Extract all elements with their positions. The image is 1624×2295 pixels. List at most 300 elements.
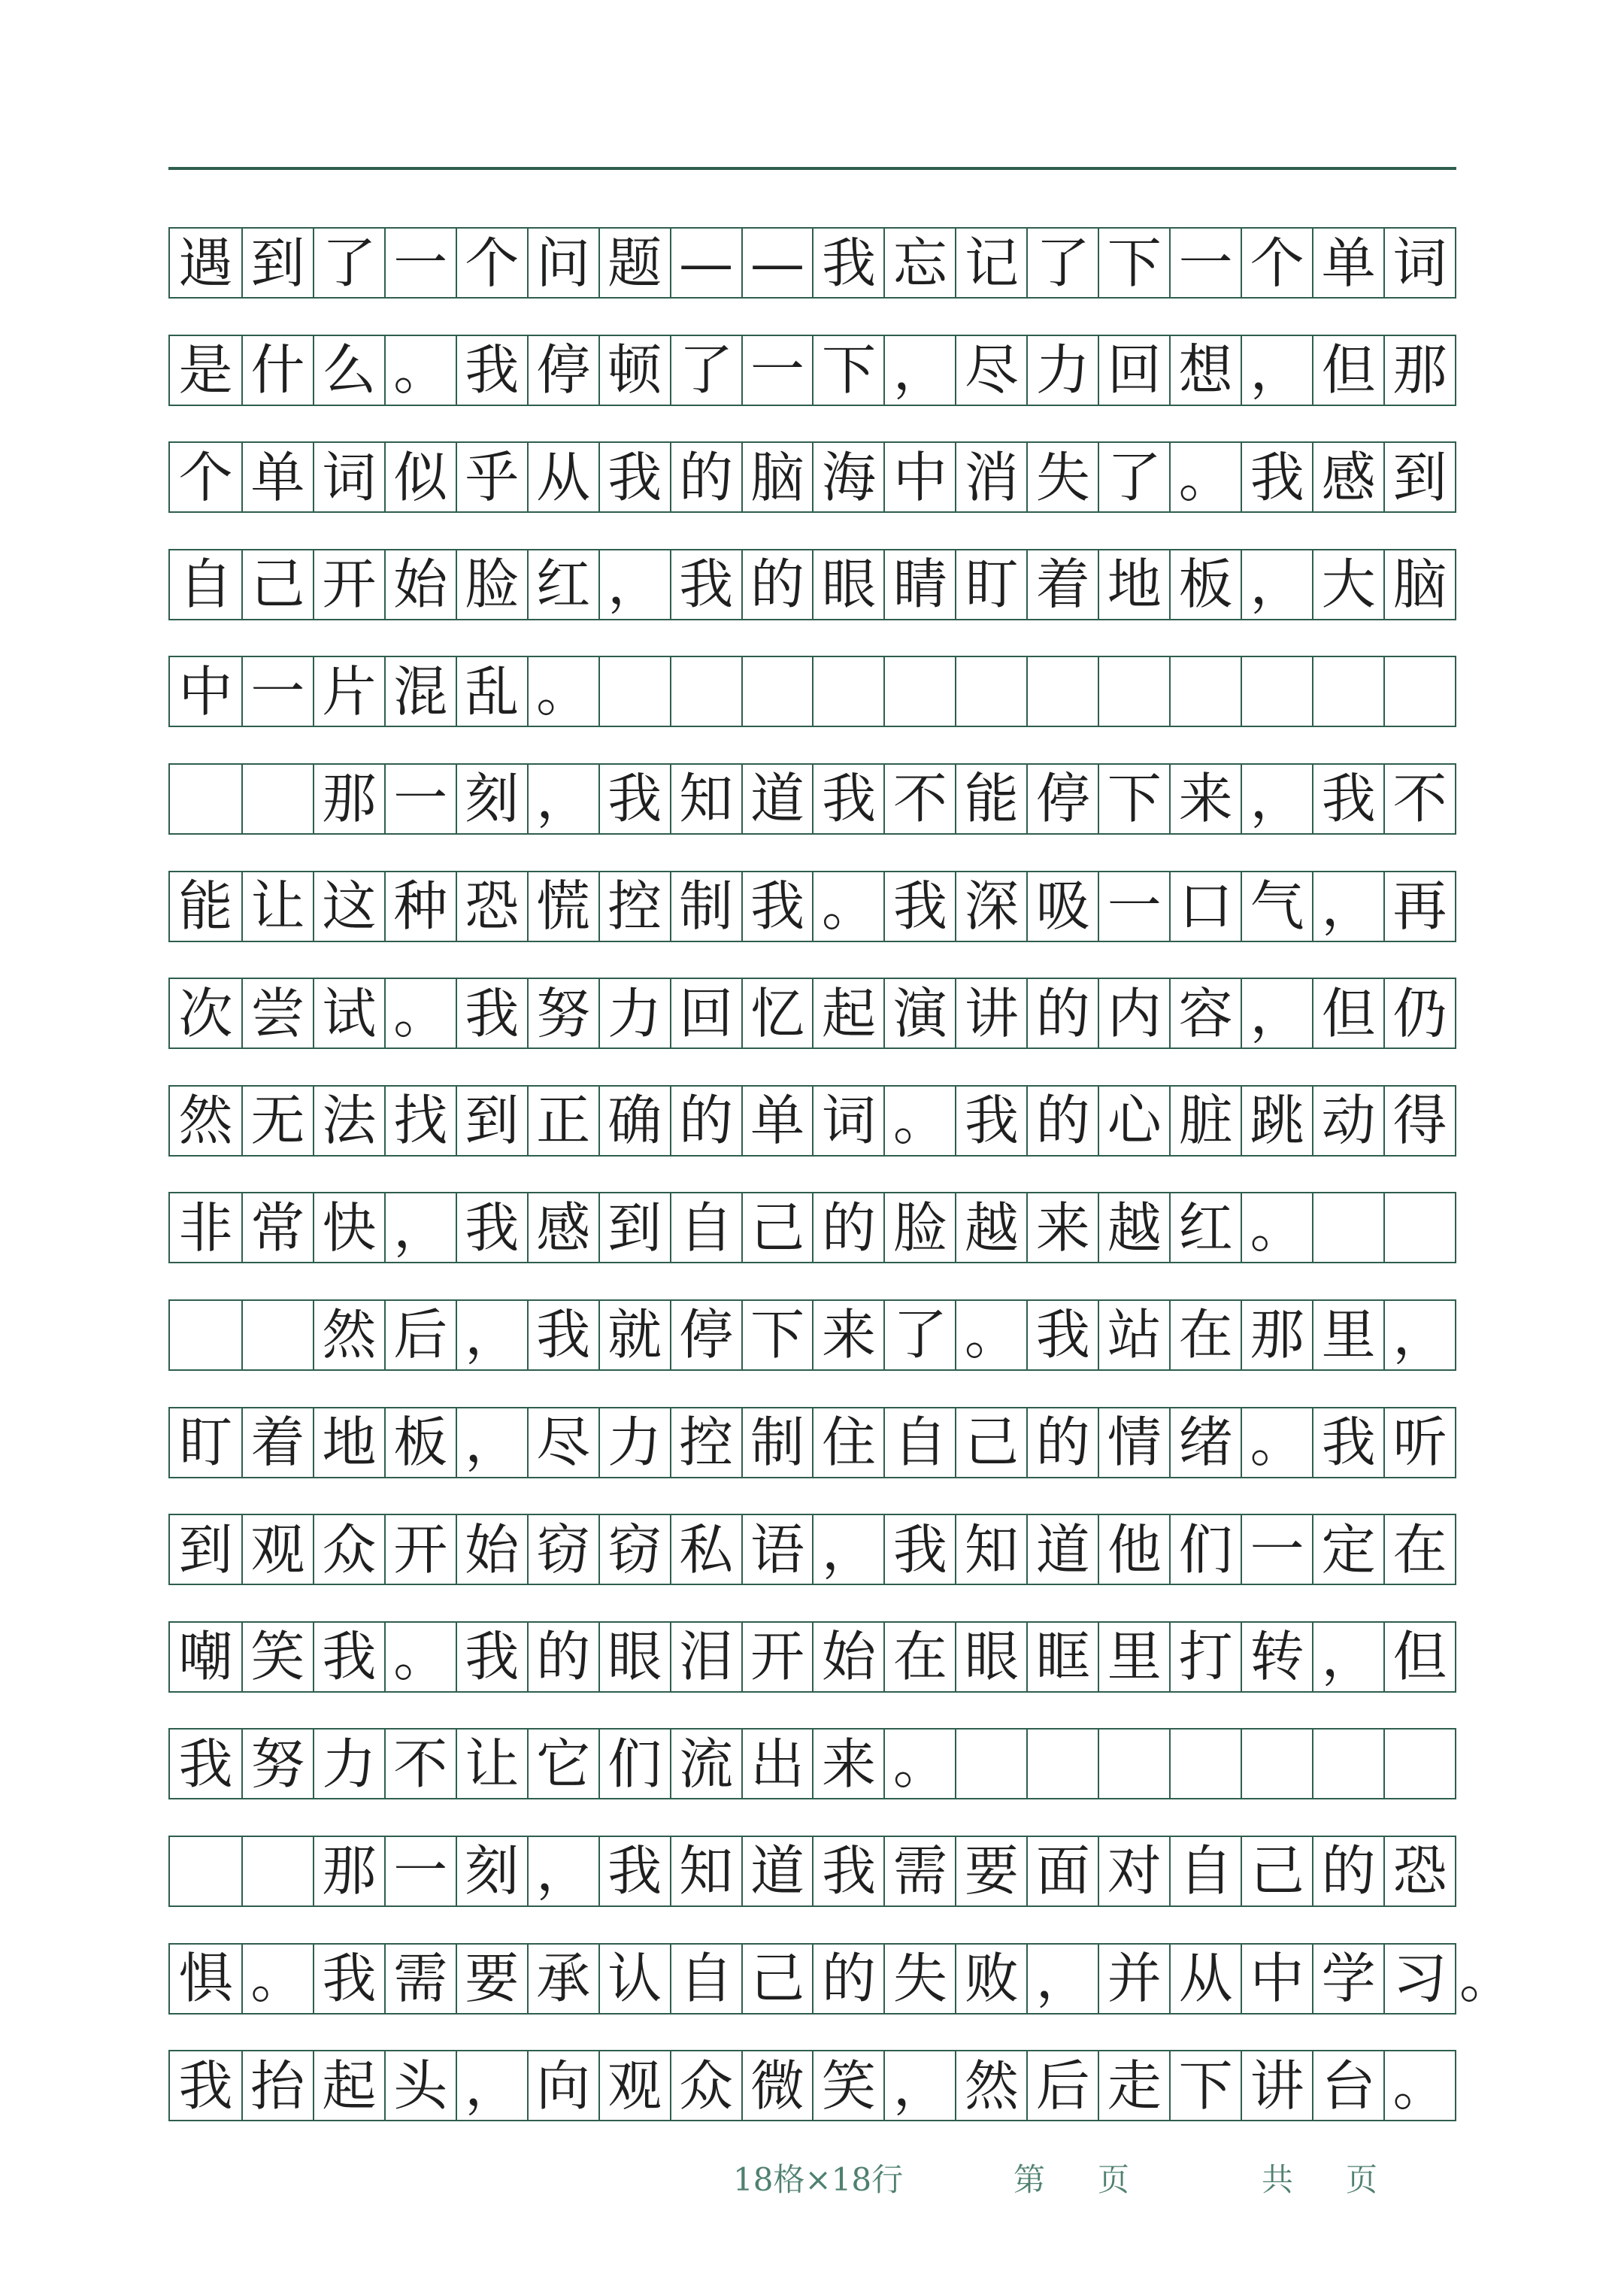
character-cell: 似 <box>384 443 456 511</box>
character-cell: 面 <box>1026 1837 1098 1905</box>
punctuation-cell: ， <box>1383 1301 1455 1369</box>
punctuation-cell: ， <box>456 1301 527 1369</box>
character-cell: 己 <box>955 1408 1026 1477</box>
character-cell: 内 <box>1098 979 1169 1047</box>
character-cell: 的 <box>1312 1837 1383 1905</box>
character-cell: 脸 <box>456 550 527 619</box>
character-cell: 眼 <box>598 1623 670 1691</box>
grid-row <box>168 656 1456 727</box>
character-cell: 动 <box>1312 1087 1383 1155</box>
character-cell: 让 <box>241 872 313 941</box>
character-cell: 一 <box>384 765 456 833</box>
punctuation-cell: 。 <box>955 1301 1026 1369</box>
character-cell: 下 <box>1098 765 1169 833</box>
character-cell: 走 <box>1098 2051 1169 2120</box>
character-cell: 力 <box>1026 336 1098 405</box>
character-cell: 力 <box>598 979 670 1047</box>
punctuation-cell: ， <box>812 1515 883 1584</box>
character-cell: 忆 <box>741 979 813 1047</box>
character-cell: 来 <box>812 1301 883 1369</box>
page-number-prefix: 第 <box>1013 2161 1046 2198</box>
character-cell: 住 <box>812 1408 883 1477</box>
character-cell: 制 <box>670 872 741 941</box>
character-cell: 起 <box>313 2051 384 2120</box>
character-cell: 词 <box>1383 229 1455 297</box>
character-cell: 中 <box>178 659 233 723</box>
header-rule <box>168 167 1456 170</box>
character-cell: 的 <box>670 443 741 511</box>
character-cell: 后 <box>384 1301 456 1369</box>
character-cell: 单 <box>241 443 313 511</box>
character-cell: 我 <box>456 979 527 1047</box>
grid-row <box>168 1943 1514 2015</box>
character-cell: 了 <box>670 336 741 405</box>
character-cell: 窃 <box>598 1515 670 1584</box>
character-cell: 流 <box>670 1730 741 1798</box>
character-cell: 回 <box>670 979 741 1047</box>
character-cell: 失 <box>1026 443 1098 511</box>
character-cell: 停 <box>1026 765 1098 833</box>
character-cell: 脏 <box>1169 1087 1241 1155</box>
character-cell: 泪 <box>670 1623 741 1691</box>
trailing-punctuation: 。 <box>1459 1947 1514 2010</box>
character-cell: 问 <box>527 229 598 297</box>
character-cell: 的 <box>1026 979 1098 1047</box>
grid-row <box>168 1621 1456 1693</box>
character-cell: 从 <box>1169 1945 1241 2013</box>
punctuation-cell: ， <box>598 550 670 619</box>
character-cell: 中 <box>883 443 955 511</box>
character-cell: 自 <box>1169 1837 1241 1905</box>
character-cell: 容 <box>1169 979 1241 1047</box>
empty-grid-cell <box>1383 1193 1455 1262</box>
character-cell: 了 <box>1026 229 1098 297</box>
character-cell: 刻 <box>456 765 527 833</box>
character-cell: 学 <box>1312 1945 1383 2013</box>
character-cell: 眼 <box>955 1623 1026 1691</box>
character-cell: 道 <box>741 1837 813 1905</box>
grid-row <box>168 871 1456 942</box>
character-cell: 绪 <box>1169 1408 1241 1477</box>
character-cell: 己 <box>741 1193 813 1262</box>
character-cell: 后 <box>1026 2051 1098 2120</box>
character-cell: 尽 <box>527 1408 598 1477</box>
character-cell: 力 <box>598 1408 670 1477</box>
character-cell: 起 <box>812 979 883 1047</box>
empty-grid-cell <box>955 657 1026 726</box>
character-cell: 常 <box>241 1193 313 1262</box>
character-cell: 在 <box>883 1623 955 1691</box>
character-cell: 感 <box>527 1193 598 1262</box>
punctuation-cell: ， <box>456 2051 527 2120</box>
punctuation-cell: ， <box>456 1408 527 1477</box>
character-cell: 转 <box>1241 1623 1312 1691</box>
empty-grid-cell <box>883 657 955 726</box>
character-cell: 盯 <box>955 550 1026 619</box>
character-cell: 到 <box>1383 443 1455 511</box>
character-cell: 始 <box>812 1623 883 1691</box>
character-cell: 个 <box>1241 229 1312 297</box>
character-cell: 我 <box>1312 1408 1383 1477</box>
character-cell: 的 <box>1026 1408 1098 1477</box>
character-cell: 并 <box>1098 1945 1169 2013</box>
empty-grid-cell <box>1241 657 1312 726</box>
empty-grid-cell <box>1312 1193 1383 1262</box>
grid-row <box>168 1728 1456 1799</box>
empty-grid-cell <box>1169 657 1241 726</box>
character-cell: 一 <box>1098 872 1169 941</box>
character-cell: 我 <box>741 872 813 941</box>
character-cell: 窃 <box>527 1515 598 1584</box>
character-cell: 我 <box>1241 443 1312 511</box>
character-cell: 脑 <box>1383 550 1455 619</box>
character-cell: 在 <box>1169 1301 1241 1369</box>
character-cell: 己 <box>741 1945 813 2013</box>
empty-grid-cell <box>1169 1730 1241 1798</box>
character-cell: 一 <box>384 229 456 297</box>
character-cell: 消 <box>955 443 1026 511</box>
character-cell: 我 <box>670 550 741 619</box>
character-cell: 什 <box>241 336 313 405</box>
character-cell: 眼 <box>812 550 883 619</box>
punctuation-cell: ， <box>1241 765 1312 833</box>
grid-row <box>168 1407 1456 1478</box>
character-cell: 败 <box>955 1945 1026 2013</box>
character-cell: 红 <box>1169 1193 1241 1262</box>
character-cell: 越 <box>955 1193 1026 1262</box>
punctuation-cell: 。 <box>384 1623 456 1691</box>
character-cell: 眶 <box>1026 1623 1098 1691</box>
character-cell: 尽 <box>955 336 1026 405</box>
character-cell: 非 <box>178 1196 233 1260</box>
grid-row <box>168 549 1456 620</box>
character-cell: 到 <box>456 1087 527 1155</box>
character-cell: 恐 <box>456 872 527 941</box>
character-cell: 我 <box>883 1515 955 1584</box>
character-cell: 来 <box>812 1730 883 1798</box>
character-cell: 站 <box>1098 1301 1169 1369</box>
character-cell: 忘 <box>883 229 955 297</box>
empty-grid-cell <box>1098 657 1169 726</box>
character-cell: 从 <box>527 443 598 511</box>
character-cell: 私 <box>670 1515 741 1584</box>
character-cell: 头 <box>384 2051 456 2120</box>
character-cell: 个 <box>456 229 527 297</box>
character-cell: 需 <box>883 1837 955 1905</box>
grid-row <box>168 978 1456 1049</box>
character-cell: 就 <box>598 1301 670 1369</box>
grid-spec-label: 18格×18行 <box>733 2161 904 2198</box>
grid-row <box>168 1514 1456 1585</box>
character-cell: 我 <box>883 872 955 941</box>
character-cell: 己 <box>1241 1837 1312 1905</box>
character-cell: 这 <box>313 872 384 941</box>
empty-grid-cell <box>170 1837 241 1905</box>
empty-grid-cell <box>598 657 670 726</box>
character-cell: 笑 <box>812 2051 883 2120</box>
character-cell: 睛 <box>883 550 955 619</box>
character-cell: 语 <box>741 1515 813 1584</box>
character-cell: 混 <box>384 657 456 726</box>
character-cell: 的 <box>812 1193 883 1262</box>
character-cell: 无 <box>241 1087 313 1155</box>
empty-grid-cell <box>1026 1730 1098 1798</box>
character-cell: 的 <box>741 550 813 619</box>
character-cell: 停 <box>527 336 598 405</box>
character-cell: 仍 <box>1383 979 1455 1047</box>
character-cell: 里 <box>1098 1623 1169 1691</box>
character-cell: 我 <box>313 1623 384 1691</box>
character-cell: 需 <box>384 1945 456 2013</box>
character-cell: 回 <box>1098 336 1169 405</box>
punctuation-cell: 。 <box>812 872 883 941</box>
character-cell: 停 <box>670 1301 741 1369</box>
character-cell: 力 <box>313 1730 384 1798</box>
character-cell: 努 <box>241 1730 313 1798</box>
empty-grid-cell <box>1026 657 1098 726</box>
grid-row <box>168 335 1456 406</box>
character-cell: 跳 <box>1241 1087 1312 1155</box>
punctuation-cell: 。 <box>1169 443 1241 511</box>
character-cell: 越 <box>1098 1193 1169 1262</box>
character-cell: 得 <box>1383 1087 1455 1155</box>
character-cell: 词 <box>313 443 384 511</box>
character-cell: 一 <box>741 336 813 405</box>
character-cell: 承 <box>527 1945 598 2013</box>
character-cell: 开 <box>313 550 384 619</box>
character-cell: 乱 <box>456 657 527 726</box>
grid-row <box>168 1836 1456 1907</box>
character-cell: 板 <box>1169 550 1241 619</box>
empty-grid-cell <box>241 1301 313 1369</box>
character-cell: 始 <box>456 1515 527 1584</box>
character-cell: 知 <box>670 1837 741 1905</box>
character-cell: 单 <box>1312 229 1383 297</box>
character-cell: 始 <box>384 550 456 619</box>
character-cell: 着 <box>1026 550 1098 619</box>
character-cell: 口 <box>1169 872 1241 941</box>
character-cell: 那 <box>313 1837 384 1905</box>
character-cell: 观 <box>598 2051 670 2120</box>
character-cell: 一 <box>1241 1515 1312 1584</box>
character-cell: 下 <box>741 1301 813 1369</box>
character-cell: 笑 <box>241 1623 313 1691</box>
character-cell: 众 <box>313 1515 384 1584</box>
character-cell: 们 <box>1169 1515 1241 1584</box>
character-cell: 讲 <box>955 979 1026 1047</box>
character-cell: 向 <box>527 2051 598 2120</box>
empty-grid-cell <box>1383 1730 1455 1798</box>
character-cell: 自 <box>670 1193 741 1262</box>
character-cell: 那 <box>1241 1301 1312 1369</box>
character-cell: 我 <box>313 1945 384 2013</box>
punctuation-cell: ， <box>1241 336 1312 405</box>
character-cell: 地 <box>1098 550 1169 619</box>
character-cell: 要 <box>955 1837 1026 1905</box>
character-cell: 嘲 <box>178 1625 233 1689</box>
character-cell: 吸 <box>1026 872 1098 941</box>
character-cell: 它 <box>527 1730 598 1798</box>
character-cell: 快 <box>313 1193 384 1262</box>
character-cell: 想 <box>1169 336 1241 405</box>
character-cell: 了 <box>313 229 384 297</box>
character-cell: 一 <box>384 1837 456 1905</box>
character-cell: 海 <box>812 443 883 511</box>
character-cell: 我 <box>456 1623 527 1691</box>
punctuation-cell: ， <box>883 336 955 405</box>
character-cell: 控 <box>670 1408 741 1477</box>
character-cell: 片 <box>313 657 384 726</box>
character-cell: 观 <box>241 1515 313 1584</box>
character-cell: 我 <box>598 443 670 511</box>
character-cell: 的 <box>812 1945 883 2013</box>
character-cell: 红 <box>527 550 598 619</box>
punctuation-cell: ， <box>1312 1623 1383 1691</box>
character-cell: 要 <box>456 1945 527 2013</box>
empty-grid-cell <box>955 1730 1026 1798</box>
character-cell: 能 <box>955 765 1026 833</box>
character-cell: 知 <box>670 765 741 833</box>
character-cell: 再 <box>1383 872 1455 941</box>
character-cell: 台 <box>1312 2051 1383 2120</box>
character-cell: 板 <box>384 1408 456 1477</box>
punctuation-cell: ， <box>883 2051 955 2120</box>
empty-grid-cell <box>670 657 741 726</box>
empty-grid-cell <box>741 657 813 726</box>
character-cell: 乎 <box>456 443 527 511</box>
character-cell: 己 <box>241 550 313 619</box>
character-cell: 然 <box>955 2051 1026 2120</box>
punctuation-cell: ， <box>527 765 598 833</box>
punctuation-cell: ， <box>384 1193 456 1262</box>
character-cell: 自 <box>670 1945 741 2013</box>
punctuation-cell: ， <box>1026 1945 1098 2013</box>
character-cell: 情 <box>1098 1408 1169 1477</box>
grid-row <box>168 2050 1456 2121</box>
character-cell: 刻 <box>456 1837 527 1905</box>
punctuation-cell: 。 <box>384 979 456 1047</box>
character-cell: 能 <box>178 875 233 938</box>
character-cell: — <box>741 229 813 297</box>
character-cell: 种 <box>384 872 456 941</box>
empty-grid-cell <box>812 657 883 726</box>
character-cell: 知 <box>955 1515 1026 1584</box>
empty-grid-cell <box>1312 657 1383 726</box>
character-cell: 的 <box>1026 1087 1098 1155</box>
character-cell: 我 <box>178 2054 233 2118</box>
character-cell: 大 <box>1312 550 1383 619</box>
character-cell: 不 <box>883 765 955 833</box>
character-cell: 深 <box>955 872 1026 941</box>
character-cell: 了 <box>1098 443 1169 511</box>
character-cell: 气 <box>1241 872 1312 941</box>
punctuation-cell: ， <box>1241 979 1312 1047</box>
character-cell: 但 <box>1312 979 1383 1047</box>
character-cell: 自 <box>178 553 233 617</box>
character-cell: 地 <box>313 1408 384 1477</box>
character-cell: 但 <box>1312 336 1383 405</box>
character-cell: 我 <box>456 1193 527 1262</box>
character-cell: 到 <box>178 1517 233 1581</box>
punctuation-cell: 。 <box>883 1730 955 1798</box>
character-cell: 中 <box>1241 1945 1312 2013</box>
character-cell: 我 <box>1312 765 1383 833</box>
character-cell: 法 <box>313 1087 384 1155</box>
character-cell: 我 <box>812 229 883 297</box>
grid-row <box>168 227 1456 299</box>
character-cell: 是 <box>178 338 233 402</box>
character-cell: 尝 <box>241 979 313 1047</box>
writing-grid <box>168 227 1514 2121</box>
character-cell: 认 <box>598 1945 670 2013</box>
character-cell: 开 <box>741 1623 813 1691</box>
character-cell: 制 <box>741 1408 813 1477</box>
character-cell: — <box>670 229 741 297</box>
character-cell: 心 <box>1098 1087 1169 1155</box>
character-cell: 惧 <box>178 1947 233 2010</box>
character-cell: 不 <box>1383 765 1455 833</box>
total-pages-prefix: 共 <box>1262 2161 1294 2198</box>
character-cell: 定 <box>1312 1515 1383 1584</box>
character-cell: 下 <box>812 336 883 405</box>
character-cell: 讲 <box>1241 2051 1312 2120</box>
character-cell: 抬 <box>241 2051 313 2120</box>
character-cell: 众 <box>670 2051 741 2120</box>
character-cell: 单 <box>741 1087 813 1155</box>
character-cell: 一 <box>1169 229 1241 297</box>
character-cell: 那 <box>1383 336 1455 405</box>
character-cell: 下 <box>1169 2051 1241 2120</box>
character-cell: 然 <box>313 1301 384 1369</box>
character-cell: 对 <box>1098 1837 1169 1905</box>
grid-row <box>168 1085 1456 1157</box>
empty-grid-cell <box>1312 1730 1383 1798</box>
punctuation-cell: ， <box>527 1837 598 1905</box>
punctuation-cell: 。 <box>241 1945 313 2013</box>
character-cell: 们 <box>598 1730 670 1798</box>
character-cell: 演 <box>883 979 955 1047</box>
punctuation-cell: 。 <box>1241 1193 1312 1262</box>
character-cell: 微 <box>741 2051 813 2120</box>
character-cell: 么 <box>313 336 384 405</box>
character-cell: 我 <box>527 1301 598 1369</box>
character-cell: 题 <box>598 229 670 297</box>
character-cell: 慌 <box>527 872 598 941</box>
character-cell: 在 <box>1383 1515 1455 1584</box>
punctuation-cell: 。 <box>1383 2051 1455 2120</box>
character-cell: 那 <box>313 765 384 833</box>
punctuation-cell: 。 <box>883 1087 955 1155</box>
character-cell: 词 <box>812 1087 883 1155</box>
empty-grid-cell <box>241 1837 313 1905</box>
character-cell: 恐 <box>1383 1837 1455 1905</box>
character-cell: 我 <box>1026 1301 1098 1369</box>
character-cell: 确 <box>598 1087 670 1155</box>
character-cell: 顿 <box>598 336 670 405</box>
character-cell: 道 <box>741 765 813 833</box>
character-cell: 来 <box>1169 765 1241 833</box>
character-cell: 遇 <box>178 231 233 295</box>
empty-grid-cell <box>241 765 313 833</box>
character-cell: 习 <box>1383 1945 1455 2013</box>
character-cell: 然 <box>178 1089 233 1153</box>
character-cell: 找 <box>384 1087 456 1155</box>
character-cell: 的 <box>670 1087 741 1155</box>
punctuation-cell: 。 <box>1241 1408 1312 1477</box>
grid-row <box>168 1299 1456 1371</box>
empty-grid-cell <box>170 765 241 833</box>
punctuation-cell: 。 <box>527 657 598 726</box>
